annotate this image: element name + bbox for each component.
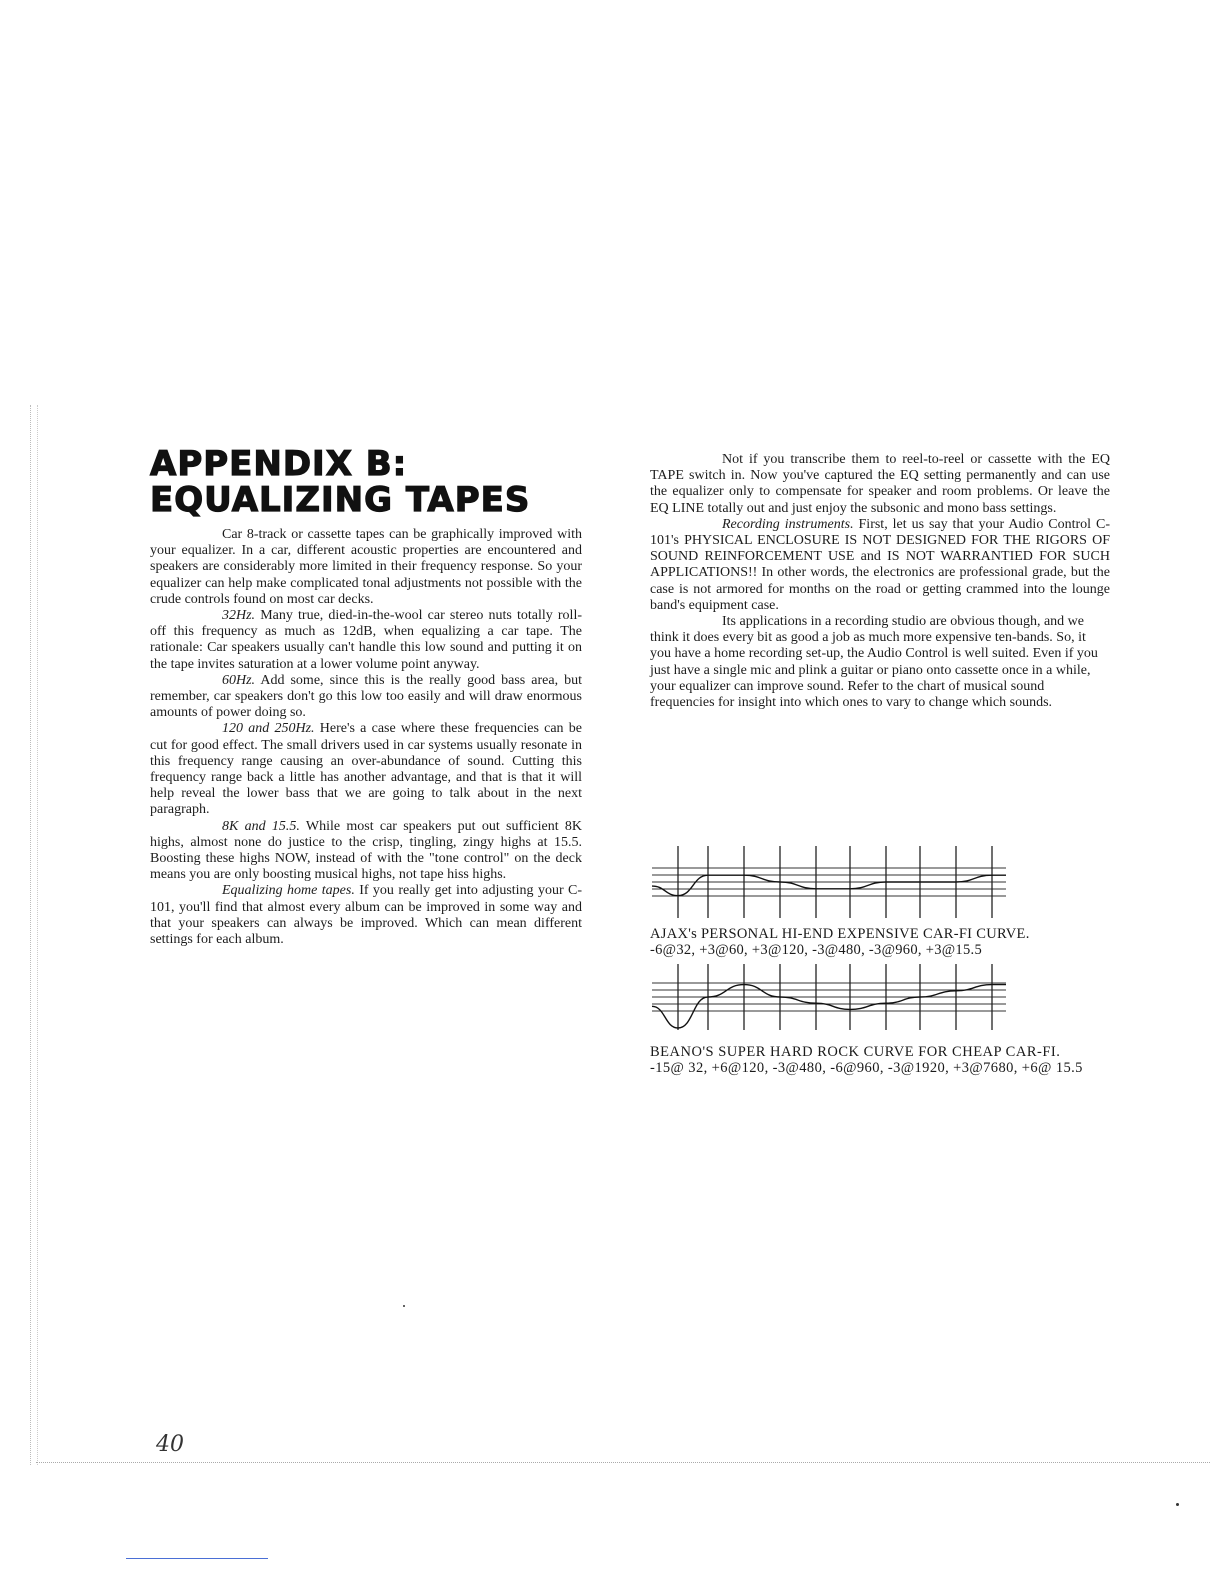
curve-caption: AJAX's PERSONAL HI-END EXPENSIVE CAR-FI CURVE.: [650, 926, 1030, 942]
paragraph-body: First, let us say that your Audio Control C-101's PHYSICAL ENCLOSURE IS NOT DESIGNED FOR THE RIGORS OF SOUND REINFORCEMENT USE and IS NOT WARRANTIED FOR SUCH APPLICATIONS!! In other words, the electronics are professional grade, but the case is not armored for months on the road or getting crammed into the lounge band's equipment case.: [650, 516, 1110, 613]
right-column: [650, 452, 1110, 711]
curve-caption: BEANO'S SUPER HARD ROCK CURVE FOR CHEAP CAR-FI.: [650, 1044, 1061, 1060]
applications-paragraph: Its applications in a recording studio are obvious though, and we think it does every bit as good a job as much more expensive ten-bands. So, it you have a home recording set-up, the Audio Control is well suited. Even if you just have a single mic and plink a guitar or piano onto cassette once in a while, your equalizer can improve sound. Refer to the chart of musical sound frequencies for insight into which ones to vary to change which sounds.: [650, 614, 1098, 711]
paragraph-lead: 32Hz.: [222, 608, 256, 624]
link-underline: [126, 1558, 268, 1559]
paragraph-8k-15k: [150, 819, 582, 884]
curve-settings: -15@ 32, +6@120, -3@480, -6@960, -3@1920, +3@7680, +6@ 15.5: [650, 1060, 1083, 1076]
paragraph-120-250hz: [150, 721, 582, 818]
title-line-1: APPENDIX B:: [150, 444, 408, 484]
paragraph-lead: 8K and 15.5.: [222, 818, 300, 834]
page-title: [150, 446, 530, 518]
eq-curve-chart-beano: [652, 962, 1008, 1032]
paragraph-lead: 120 and 250Hz.: [222, 721, 315, 737]
eq-curve-chart-ajax: [652, 844, 1008, 920]
scan-speck: [1176, 1503, 1179, 1506]
title-line-2: EQUALIZING TAPES: [150, 480, 531, 520]
eq-curve-svg: [652, 962, 1008, 1032]
paragraph-lead: 60Hz.: [222, 672, 256, 688]
paragraph-body: Add some, since this is the really good bass area, but remember, car speakers don't go this low too easily and will draw enormous amounts of power doing so.: [150, 672, 582, 721]
paragraph-body: Here's a case where these frequencies can be cut for good effect. The small drivers used in car systems usually resonate in this frequency range causing an over-abundance of sound. Cutting this frequency range back a little has another advantage, and that is that it will help reveal the lower bass that we are going to talk about in the next paragraph.: [150, 721, 582, 818]
paragraph-lead: Recording instruments.: [722, 516, 854, 532]
transcribe-paragraph: Not if you transcribe them to reel-to-reel or cassette with the EQ TAPE switch in. Now you've captured the EQ setting permanently and can use the equalizer only to compensate for speaker and room problems. Or leave the EQ LINE totally out and just enjoy the subsonic and mono bass settings.: [650, 452, 1110, 516]
binding-edge: [30, 405, 38, 1465]
eq-curve-svg: [652, 844, 1008, 920]
paragraph-32hz: [150, 608, 582, 673]
curve-settings: -6@32, +3@60, +3@120, -3@480, -3@960, +3@15.5: [650, 942, 983, 958]
paragraph-60hz: [150, 673, 582, 722]
eq-curve-line: [652, 875, 1006, 895]
paragraph-body: If you really get into adjusting your C-101, you'll find that almost every album can be improved in some way and that your speakers can always be improved. Which can mean different settings for each album.: [150, 883, 582, 948]
eq-curve-line: [652, 985, 1006, 1028]
paragraph-lead: Equalizing home tapes.: [222, 883, 355, 899]
paragraph-home-tapes: [150, 883, 582, 948]
page-number: 40: [156, 1432, 184, 1457]
paragraph-body: While most car speakers put out sufficient 8K highs, almost none do justice to the crisp, tingling, zingy highs at 15.5. Boosting these highs NOW, instead of with the "tone control" on the deck means you are only boosting musical highs, not tape hiss highs.: [150, 818, 582, 883]
page-bottom-edge: [36, 1462, 1210, 1463]
left-column: [150, 527, 582, 948]
paragraph-body: Many true, died-in-the-wool car stereo nuts totally roll-off this frequency as much as 12dB, when equalizing a car tape. The rationale: Car speakers usually can't handle this low sound and putting it on the tape invites saturation at a lower volume point anyway.: [150, 608, 582, 672]
recording-instruments-paragraph: [650, 517, 1110, 614]
intro-paragraph: Car 8-track or cassette tapes can be graphically improved with your equalizer. In a car, different acoustic properties are encountered and speakers are considerably more limited in their frequency response. So your equalizer can help make complicated tonal adjustments not possible with the crude controls found on most car decks.: [150, 527, 582, 607]
scan-speck: [403, 1305, 405, 1307]
